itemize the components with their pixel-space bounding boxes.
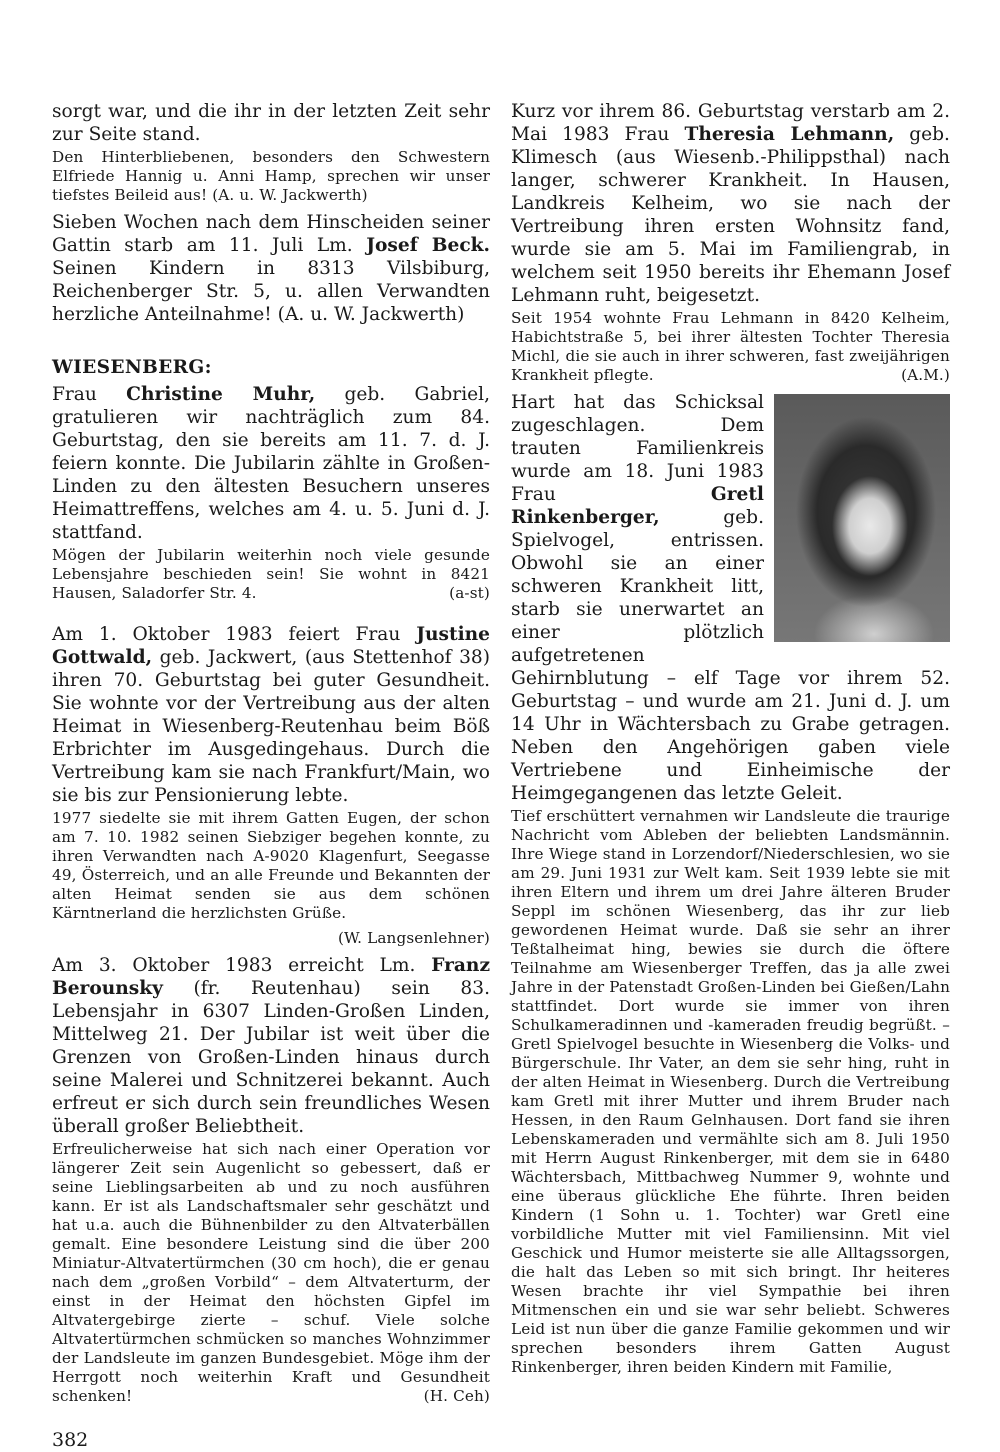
article-theresia-lehmann xyxy=(511,100,950,307)
text: geb. Klimesch (aus Wiesenb.-Philippsthal) nach langer, schwerer Krankheit. In Hausen, Landkreis Kelheim, wo sie nach der Vertreibung ihren ersten Wohnsitz fand, wurde sie am 5. Mai im Familiengrab, in welchem seit 1950 bereits ihr Ehemann Josef Lehmann ruht, beigesetzt. xyxy=(511,124,950,306)
author-signature: (H. Ceh) xyxy=(423,1387,490,1405)
person-name: Gretl Rinkenberger, xyxy=(511,484,764,528)
text: 1977 siedelte sie mit ihrem Gatten Eugen, der schon am 7. 10. 1982 seinen Siebziger begehen konnte, zu ihren Verwandten nach A-9020 Klagenfurt, Seegasse 49, Österreich, und an alle Freunde und Bekannten der alten Heimat senden sie aus dem schönen Kärntnerland die herzlichsten Grüße. xyxy=(52,809,490,922)
article-note: Den Hinterbliebenen, besonders den Schwestern Elfriede Hannig u. Anni Hamp, sprechen wir unser tiefstes Beileid aus! (A. u. W. Jackwerth) xyxy=(52,148,490,204)
author-signature: (W. Langsenlehner) xyxy=(337,929,490,947)
author-signature: (a-st) xyxy=(449,584,490,602)
person-name: Christine Muhr, xyxy=(126,384,316,405)
article-note xyxy=(52,1140,490,1406)
article-franz-berounsky xyxy=(52,954,490,1138)
person-name: Franz Berounsky xyxy=(52,955,490,999)
text: Mögen der Jubilarin weiterhin noch viele gesunde Lebensjahre beschieden sein! Sie wohnt in 8421 Hausen, Saladorfer Str. 4. xyxy=(52,546,490,602)
text: Sieben Wochen nach dem Hinscheiden seiner Gattin starb am 11. Juli Lm. xyxy=(52,212,490,256)
left-column xyxy=(52,100,490,1452)
article-note xyxy=(52,546,490,603)
text: Am 1. Oktober 1983 feiert Frau xyxy=(52,624,417,645)
article-text: sorgt war, und die ihr in der letzten Zeit sehr zur Seite stand. xyxy=(52,101,490,145)
article-christine-muhr xyxy=(52,383,490,544)
portrait-photo xyxy=(774,394,950,642)
article-justine-gottwald xyxy=(52,623,490,807)
text: geb. Jackwert, (aus Stettenhof 38) ihren 70. Geburtstag bei guter Gesundheit. Sie wohnte vor der Vertreibung aus der alten Heimat in Wiesenberg-Reutenhau beim Böß Erbrichter im Ausgedingehaus. Durch die Vertreibung kam sie nach Frankfurt/Main, wo sie bis zur Pensionierung lebte. xyxy=(52,647,490,806)
page-number: 382 xyxy=(52,1429,89,1451)
text: Am 3. Oktober 1983 erreicht Lm. xyxy=(52,955,432,976)
person-name: Josef Beck. xyxy=(366,235,491,256)
text: Seit 1954 wohnte Frau Lehmann in 8420 Kelheim, Habichtstraße 5, bei ihrer ältesten Tochter Theresia Michl, die sie auch in ihrer schweren, fast zweijährigen Krankheit pflegte. xyxy=(511,309,950,384)
text: Seinen Kindern in 8313 Vilsbiburg, Reichenberger Str. 5, u. allen Verwandten herzliche Anteilnahme! (A. u. W. Jackwerth) xyxy=(52,258,490,325)
article-note: Tief erschüttert vernahmen wir Landsleute die traurige Nachricht vom Ableben der beliebten Landsmännin. Ihre Wiege stand in Lorzendorf/Niederschlesien, wo sie am 29. Juni 1931 zur Welt kam. Seit 1939 lebte sie mit ihren Eltern und ihrem um drei Jahre älteren Bruder Seppl im schönen Wiesenberg, das ihr zur lieb gewordenen Heimat wurde. Daß sie sehr an ihrer Teßtalheimat hing, bewies sie durch die öftere Teilnahme am Wiesenberger Treffen, das ja alle zwei Jahre in der Patenstadt Großen-Linden bei Gießen/Lahn stattfindet. Dort wurde sie immer von ihren Schulkameradinnen und -kameraden freudig begrüßt. – Gretl Spielvogel besuchte in Wiesenberg die Volks- und Bürgerschule. Ihr Vater, an dem sie sehr hing, ruht in der alten Heimat in Wiesenberg. Durch die Vertreibung kam Gretl mit ihrer Mutter und ihrem Bruder nach Hessen, in den Raum Gelnhausen. Dort fand sie ihren Lebenskameraden und vermählte sich am 8. Juli 1950 mit Herrn August Rinkenberger, mit dem sie in 6480 Wächtersbach, Mittbachweg Nummer 9, wohnte und eine überaus glückliche Ehe führte. Ihren beiden Kindern (1 Sohn u. 1. Tochter) war Gretl eine vorbildliche Mutter mit viel Familiensinn. Mit viel Geschick und Humor meisterte sie alle Alltagssorgen, die halt das Leben so mit sich bringt. Ihr heiteres Wesen brachte ihr viel Sympathie bei ihren Mitmenschen ein und sie war sehr beliebt. Schweres Leid ist nun über die ganze Familie gekommen und wir sprechen besonders ihrem Gatten August Rinkenberger, ihren beiden Kindern mit Familie, xyxy=(511,807,951,1376)
text: (fr. Reutenhau) sein 83. Lebensjahr in 6307 Linden-Großen Linden, Mittelweg 21. Der Jubilar ist weit über die Grenzen von Großen-Linden hinaus durch seine Malerei und Schnitzerei bekannt. Auch erfreut er sich durch sein freundliches Wesen überall großer Beliebtheit. xyxy=(52,978,490,1137)
author-signature: (A.M.) xyxy=(901,366,950,384)
person-name: Justine Gottwald, xyxy=(52,624,490,668)
text: geb. Spielvogel, entrissen. Obwohl sie an einer schweren Krankheit litt, starb sie unerwartet an einer plötzlich aufgetretenen Gehirnblutung – elf Tage vor ihrem 52. Geburtstag – und wurde am 21. Juni d. J. um 14 Uhr in Wächtersbach zu Grabe getragen. Neben den Angehörigen gaben viele Vertriebene und Einheimische der Heimgegangenen das letzte Geleit. xyxy=(511,507,950,804)
article-josef-beck xyxy=(52,211,490,326)
text: Hart hat das Schicksal zugeschlagen. Dem trauten Familienkreis wurde am 18. Juni 1983 Frau xyxy=(511,392,764,505)
text: Erfreulicherweise hat sich nach einer Operation vor längerer Zeit sein Augenlicht so gebessert, daß er seine Lieblingsarbeiten ab und zu noch ausführen kann. Er ist als Landschaftsmaler sehr geschätzt und hat u.a. auch die Bühnenbilder zu den Altvaterbällen gemalt. Eine besondere Leistung sind die über 200 Miniatur-Altvatertürmchen (30 cm hoch), die er genau nach dem „großen Vorbild“ – dem Altvaterturm, der einst in der Heimat den höchsten Gipfel im Altvatergebirge zierte – schuf. Viele solche Altvatertürmchen schmücken so manches Wohnzimmer der Landsleute im ganzen Bundesgebiet. Möge ihm der Herrgott noch weiterhin Kraft und Gesundheit schenken! xyxy=(52,1140,490,1405)
person-name: Theresia Lehmann, xyxy=(684,124,895,145)
article-note xyxy=(52,809,490,923)
article-note xyxy=(511,309,950,385)
text: Kurz vor ihrem 86. Geburtstag verstarb am 2. Mai 1983 Frau xyxy=(511,101,950,145)
text: geb. Gabriel, gratulieren wir nachträglich zum 84. Geburtstag, den sie bereits am 11. 7. d. J. feiern konnte. Die Jubilarin zählte in Großen-Linden zu den ältesten Besuchern unseres Heimattreffens, welches am 4. u. 5. Juni d. J. stattfand. xyxy=(52,384,490,543)
section-heading: WIESENBERG: xyxy=(52,357,212,378)
right-column xyxy=(511,100,950,1383)
text: Frau xyxy=(52,384,127,405)
